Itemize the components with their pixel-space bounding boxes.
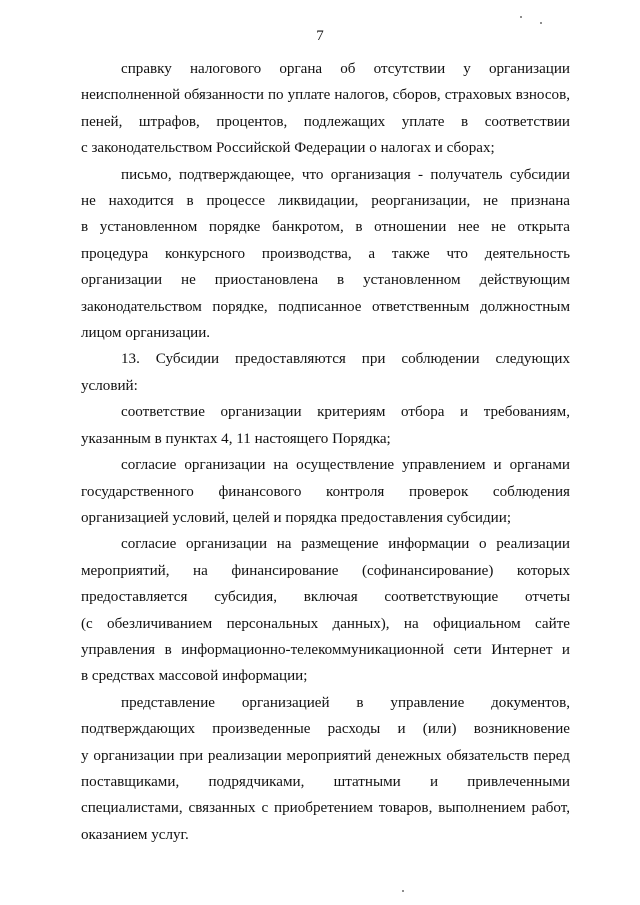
paragraph-tax-certificate — [81, 56, 570, 162]
text-line: пеней, штрафов, процентов, подлежащих уплате в соответствии — [81, 113, 570, 130]
paragraph-documents-submission — [81, 690, 570, 848]
text-line: поставщиками, подрядчиками, штатными и привлеченными — [81, 773, 570, 790]
text-line: соответствие организации критериям отбора и требованиям, — [121, 404, 570, 421]
text-line: подтверждающих произведенные расходы и (или) возникновение — [81, 721, 570, 738]
text-line: согласие организации на размещение информации о реализации — [121, 536, 570, 553]
paragraph-criteria-compliance — [81, 399, 570, 452]
text-line: неисполненной обязанности по уплате налогов, сборов, страховых взносов, — [81, 87, 570, 104]
text-line: управления в информационно-телекоммуникационной сети Интернет и — [81, 641, 570, 658]
text-line: у организации при реализации мероприятий денежных обязательств перед — [81, 747, 570, 764]
text-line: (с обезличиванием персональных данных), на официальном сайте — [81, 615, 570, 632]
page-number: 7 — [316, 28, 324, 44]
text-line: согласие организации на осуществление управлением и органами — [121, 457, 570, 474]
text-line: письмо, подтверждающее, что организация - получатель субсидии — [121, 166, 570, 183]
paragraph-audit-consent — [81, 452, 570, 531]
text-line: не находится в процессе ликвидации, реорганизации, не признана — [81, 193, 570, 210]
scan-speck — [540, 22, 542, 24]
text-line: законодательством порядке, подписанное ответственным должностным — [81, 298, 570, 315]
text-line: справку налогового органа об отсутствии у организации — [121, 61, 570, 77]
text-line: условий: — [81, 377, 138, 394]
paragraph-confirmation-letter — [81, 162, 570, 347]
scan-speck — [402, 890, 404, 892]
text-line: с законодательством Российской Федерации о налогах и сборах; — [81, 140, 495, 157]
text-line: процедура конкурсного производства, а также что деятельность — [81, 245, 570, 262]
text-line: оказанием услуг. — [81, 826, 189, 843]
text-line: 13. Субсидии предоставляются при соблюдении следующих — [121, 351, 570, 368]
paragraph-item-13 — [81, 346, 570, 399]
text-line: в средствах массовой информации; — [81, 668, 308, 685]
text-line: представление организацией в управление документов, — [121, 694, 570, 711]
text-line: организацией условий, целей и порядка предоставления субсидии; — [81, 509, 512, 526]
text-line: указанным в пунктах 4, 11 настоящего Порядка; — [81, 430, 391, 447]
text-line: мероприятий, на финансирование (софинансирование) которых — [81, 562, 570, 579]
text-line: предоставляется субсидия, включая соответствующие отчеты — [81, 589, 570, 606]
text-line: лицом организации. — [81, 325, 211, 342]
scan-speck — [520, 16, 522, 18]
text-line: государственного финансового контроля проверок соблюдения — [81, 483, 570, 500]
text-line: организации не приостановлена в установленном действующим — [81, 272, 570, 289]
body-text — [81, 56, 570, 848]
text-line: в установленном порядке банкротом, в отношении нее не открыта — [81, 219, 570, 236]
paragraph-publication-consent — [81, 531, 570, 689]
text-line: специалистами, связанных с приобретением товаров, выполнением работ, — [81, 800, 570, 817]
